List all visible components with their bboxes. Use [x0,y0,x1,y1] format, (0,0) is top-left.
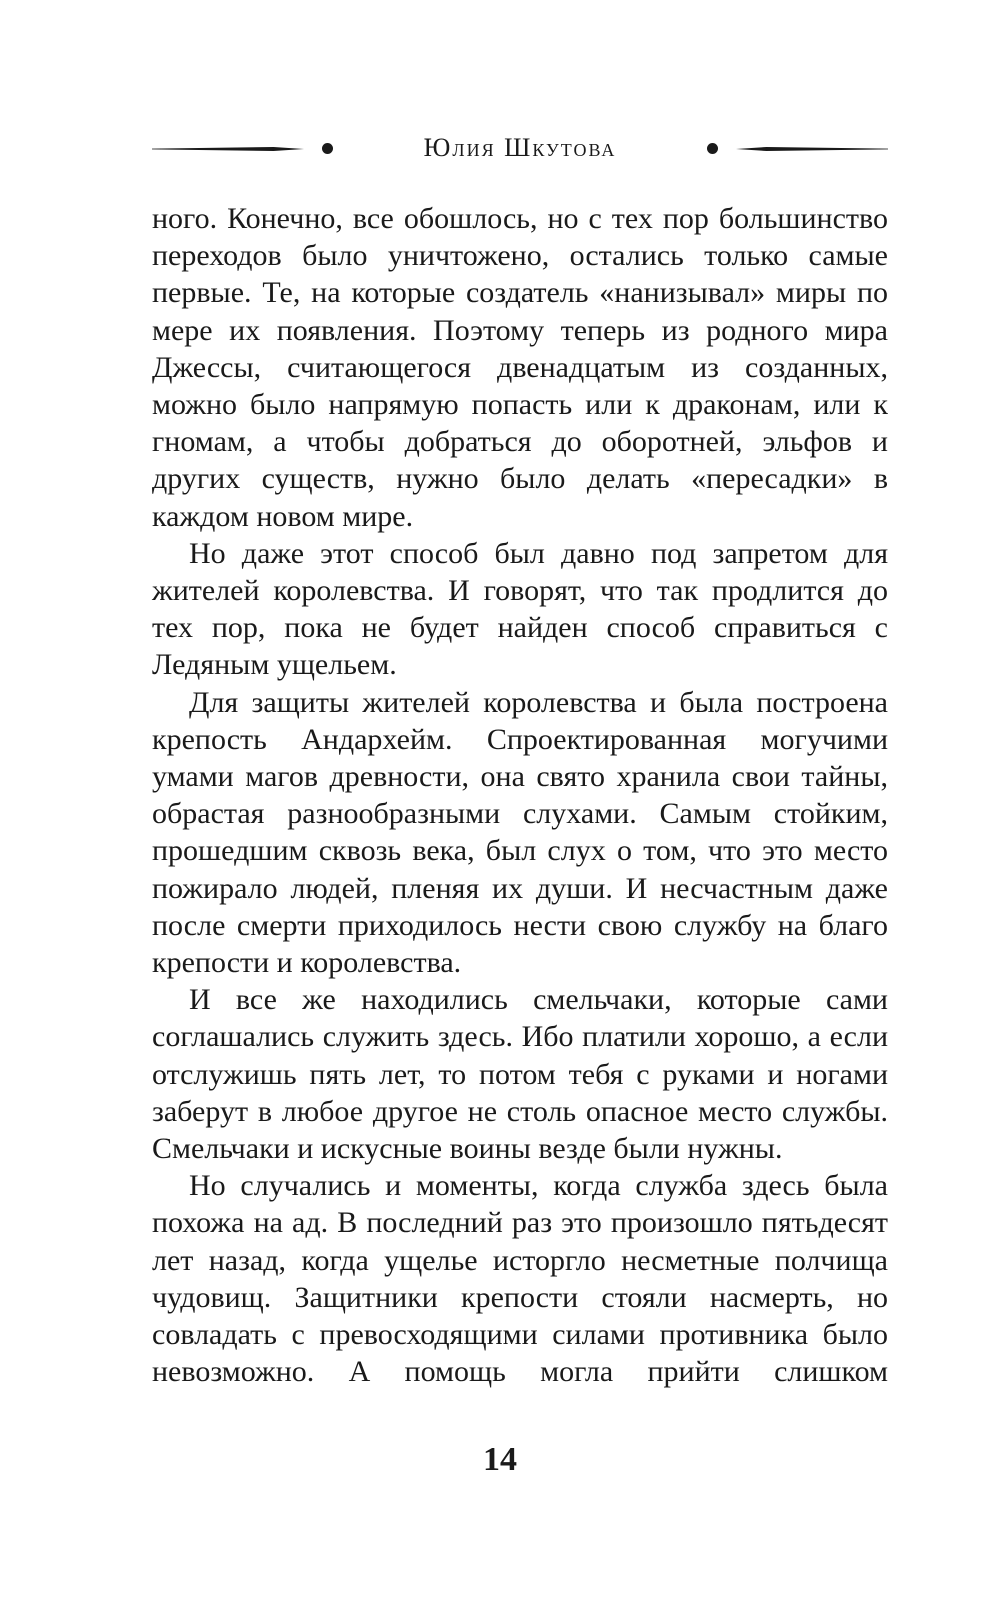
paragraph-5: Но случались и моменты, когда служба здесь была похожа на ад. В последний раз это произошло пятьдесят лет назад, когда ущелье исторгло несметные полчища чудовищ. Защитники крепости стояли насмерть, но совладать с превосходящими силами противника было невозможно. А помощь могла прийти слишком [152,1169,888,1389]
paragraph-2: Но даже этот способ был давно под запретом для жителей королевства. И говорят, что так продлится до тех пор, пока не будет найден способ справиться с Ледяным ущельем. [152,536,888,682]
header-dot-right [707,143,718,154]
paragraph-3: Для защиты жителей королевства и была построена крепость Андархейм. Спроектированная могучими умами магов древности, она свято хранила свои тайны, обрастая разнообразными слухами. Самым стойким, прошедшим сквозь века, был слух о том, что это место пожирало людей, пленяя их души. И несчастным даже после смерти приходилось нести свою службу на благо крепости и королевства. [152,685,888,980]
paragraph-1: ного. Конечно, все обошлось, но с тех пор большинство переходов было уничтожено, остались только самые первые. Те, на которые создатель «нанизывал» миры по мере их появления. Поэтому теперь из родного мира Джессы, считающегося двенадцатым из созданных, можно было напрямую попасть или к драконам, или к гномам, а чтобы добраться до оборотней, эльфов и других существ, нужно было делать «пересадки» в каждом новом мире. [152,202,888,533]
page-number: 14 [483,1441,517,1478]
running-title: Юлия Шкутова [423,133,617,162]
body-text [152,200,888,1391]
running-header [152,128,888,168]
paragraph-4: И все же находились смельчаки, которые сами соглашались служить здесь. Ибо платили хорошо, а если отслужишь пять лет, то потом тебя с руками и ногами заберут в любое другое не столь опасное место службы. Смельчаки и искусные воины везде были нужны. [152,983,888,1166]
